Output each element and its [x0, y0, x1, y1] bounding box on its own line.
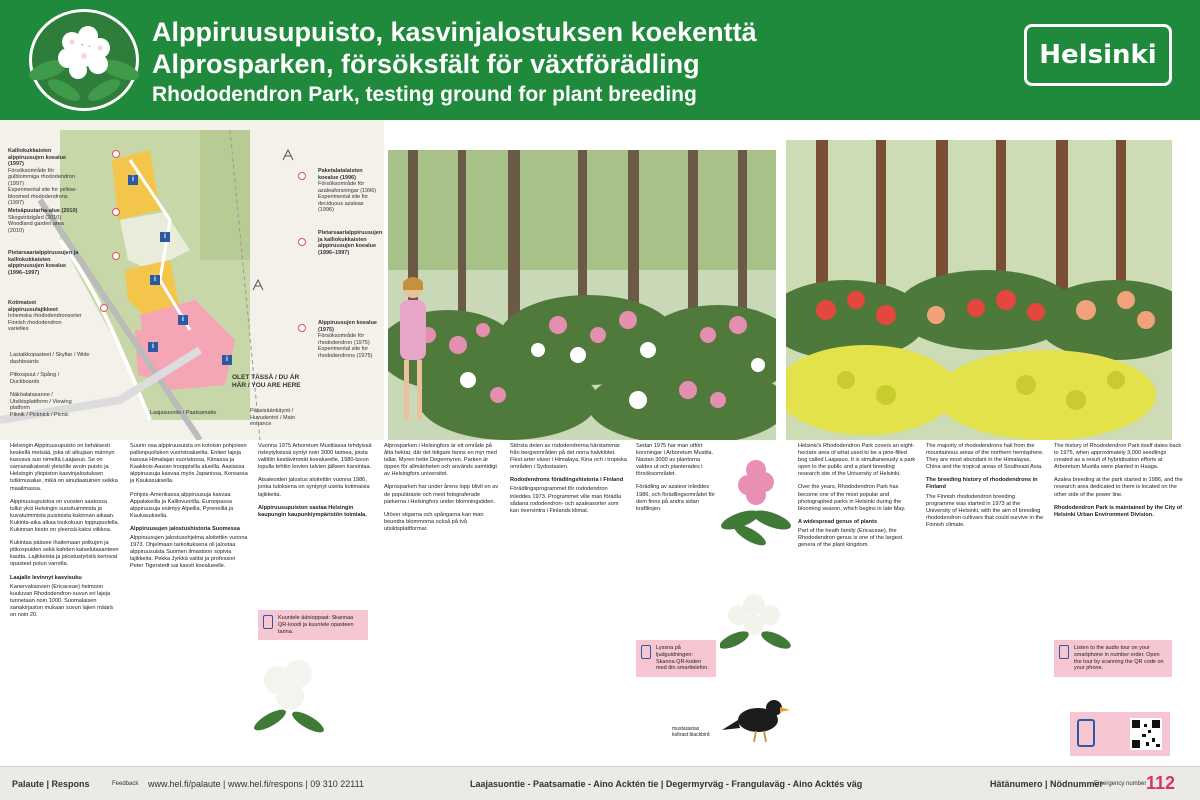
- audio-guide-text: Listen to the audio tour on your smartphone in number order. Open the tour by scanning the QR code on your phone.: [1074, 645, 1164, 672]
- map-label-rhododendrons-1975: Alppiruusujen koealue (1975) Försöksområde för rhododendron (1975) Experimental site for rhododendrons (1975): [318, 320, 377, 359]
- paragraph: Sedan 1975 har man utfört korsningar i Arboretum Mustila. Nästan 3000 av plantorna valdes ut och planterades i försöksområdet.: [636, 443, 714, 478]
- woodland-illustration: [388, 150, 776, 440]
- maintenance-note: Rhododendron Park is maintained by the City of Helsinki Urban Environment Division.: [1054, 504, 1183, 518]
- map-label-street: Laajasuontie / Paatsamatie: [150, 410, 217, 416]
- text-column-8: [926, 443, 1044, 535]
- text-column-7: [798, 443, 916, 555]
- audio-guide-box-fi: [258, 610, 368, 640]
- paragraph: Alppiruusujen jalostusohjelma aloitettiin vuonna 1973. Ohjelmaan tarkoituksena oli jalostaa alppiruusuista Suomen ilmastoon sopivia lajikkeita. Pekka Jyrkkä valitsi ja professori Peter Tigerstedt sai kasvit koealueelle.: [130, 535, 248, 570]
- legend-dashboards: Lasiaikkopasteet / Skyltar / Wide dashboards: [10, 352, 90, 365]
- map-label-finnish-varieties: Kotimaiset alppiruusulajikkeet Inhemska rhododendronsorter Finnish rhododendron varieties: [8, 300, 82, 332]
- logo-text: Helsinki: [1039, 40, 1157, 70]
- map-label-yellow-site: Kalliokukkaisten alppiruusujen koealue (1997) Försöksområde för gulblommiga rhododendron (1997) Experimental site for yellow-bloomed rhododendrons (1997): [8, 148, 77, 206]
- you-are-here: OLET TÄSSÄ / DU ÄR HÄR / YOU ARE HERE: [232, 374, 301, 389]
- paragraph: Alprosparken har under årens lopp blivit en av de populäraste och mest fotograferade parkerna i Helsingfors under blomningstiden.: [384, 484, 499, 505]
- map-marker: [112, 150, 120, 158]
- street-names: Laajasuontie - Paatsamatie - Aino Acktén tie | Degermyrväg - Frangulaväg - Aino Acktés väg: [470, 779, 863, 789]
- paragraph: Helsingin Alppiruusupuisto on kehäisesti keskellä metsää, joka oli alkujaan männyn kasvava suo nimeltä Laajasuo. Se on samanaikaisesti yleisölle avoin puisto ja Helsingin yliopiston kasvinjalostuksen tutkimusalue, mikä on ainutlaatuinen seikka maailmassa.: [10, 443, 118, 492]
- info-board-icon: i: [222, 355, 232, 365]
- helsinki-logo: [1024, 24, 1172, 86]
- section-heading: A widespread genus of plants: [798, 518, 878, 525]
- paragraph: Förädling av azaleor inleddes 1986, och förädlingsområdet för dem finns på andra sidan kraftlinjen.: [636, 484, 715, 512]
- info-board-icon: i: [178, 315, 188, 325]
- audio-guide-box-en: [1054, 640, 1172, 677]
- audio-guide-box-sv: [636, 640, 716, 677]
- section-heading: The breeding history of rhododendrons in Finland: [926, 477, 1038, 491]
- paragraph: Pohjois-Amerikassa alppiruusuja kasvaa Appalakeilla ja Kalliovuorilla. Euroopassa alppiruusuja esiintyy Alpeilla, Pyreneillä ja Kaukasuksella.: [130, 491, 234, 519]
- legend-viewing-platform: Näköalatasanne / Utsiktsplattform / Viewing platform: [10, 392, 72, 411]
- forest-illustration: [786, 140, 1172, 440]
- info-board-icon: i: [160, 232, 170, 242]
- phone-icon: [641, 645, 651, 659]
- text-column-5: [510, 443, 628, 521]
- emergency-number: 112: [1146, 773, 1176, 793]
- section-heading: Alppiruusujen jalostushistoria Suomessa: [130, 525, 241, 532]
- map-label-main-entrance: Pääsisäänkäynti / Huvudentré / Main entrance: [250, 408, 295, 427]
- paragraph: The Finnish rhododendron breeding programme was started in 1973 at the University of Helsinki, with the aim of breeding rhododendron cultivars that could survive in the Finnish climate.: [926, 493, 1044, 528]
- phone-icon: [1059, 645, 1069, 659]
- map-marker: [298, 172, 306, 180]
- text-column-3: [258, 443, 374, 521]
- paragraph: Azalea breeding at the park started in 1986, and the research area dedicated to them is located on the other side of the power line.: [1054, 477, 1183, 498]
- paragraph: Alppiruusupuistoa on vuosien saatossa tullut yksi Helsingin suosituimmista ja kuvatuimmista puistoista kukinnan aikaan. Kukinta-aika alkaa toukokuun loppupuolella. Kukinnan kesto on yleensä kaksi viikkoa.: [10, 498, 120, 534]
- map-label-pietarsaari: Pietarsaarialppiruusujen ja kalliokukkaisten alppiruusujen koealue (1996–1997): [8, 250, 79, 276]
- section-heading: Laajalle levinnyt kasvisuku: [10, 574, 82, 581]
- paragraph: The history of Rhododendron Park itself dates back to 1975, when approximately 3,000 seedlings created as a result of hybridisation efforts at Arboretum Mustila were planted in Haaga.: [1054, 443, 1182, 471]
- map-label-azaleas: Paketalatalaisten koealue (1996) Försöksområde för azaleaforsningar (1996) Experimental site for deciduous azaleas (1996): [318, 168, 377, 213]
- text-column-1: [10, 443, 120, 625]
- title-block: [152, 16, 757, 110]
- footer-bar: [0, 766, 1200, 800]
- maintenance-note: Alppiruusupuiston sastaa Helsingin kaupungin kaupunkiympäristön toimiala.: [258, 504, 367, 518]
- map-marker: [100, 304, 108, 312]
- audio-guide-text: Kuuntele äänioppaat: Skannaa QR-koodi ja kuuntele opasteen tarina.: [278, 615, 354, 635]
- phone-icon: [263, 615, 273, 629]
- info-board-icon: i: [148, 342, 158, 352]
- qr-code-icon: [1130, 718, 1162, 750]
- paragraph: Over the years, Rhododendron Park has become one of the most popular and photographed parks in Helsinki during the blooming season, which begins in late May.: [798, 484, 906, 512]
- azalea-illustration: [254, 640, 326, 760]
- bird-caption: mustarastas koltrast blackbird: [672, 726, 710, 738]
- legend-duckboards: Pitkospuut / Spång / Duckboards: [10, 372, 60, 385]
- paragraph: Atsaleoiden jalostus aloitettiin vuonna 1986, jonka tuloksena on syntynyt useita kotimaisia lajikkeita.: [258, 477, 370, 498]
- paragraph: Utöver stigarna och spångarna kan man beundra blommorna också på två utsiktsplattformar.: [384, 511, 484, 532]
- qr-panel[interactable]: [1070, 712, 1170, 756]
- map-label-pietarsaari-2: Pietarsaarialppiruusujen ja kalliokukkaisten alppiruusujen koealue (1996–1997): [318, 230, 383, 256]
- header-banner: [0, 0, 1200, 120]
- text-column-6: [636, 443, 716, 519]
- paragraph: Part of the heath family (Ericaceae), the Rhododendron genus is one of the largest genera of the plant kingdom.: [798, 527, 903, 549]
- paragraph: Helsinki's Rhododendron Park covers an eight-hectare area of what used to be a pine-filled bog called Laajasuo. It is simultaneously a park open to the public and a plant breeding research site of the University of Helsinki.: [798, 443, 916, 478]
- paragraph: Vuonna 1975 Arboretum Mustilassa tehdyissä risteytyksissä syntyi noin 3000 taimea, joista valittiin kestävimmät koealueelle. 1980-luvun lopulla tehtiin kovien talvien jälkeen karsintaa.: [258, 443, 372, 471]
- map-marker: [298, 238, 306, 246]
- title-english: Rhododendron Park, testing ground for plant breeding: [152, 83, 697, 106]
- title-swedish: Alprosparken, försöksfält för växtförädling: [152, 49, 700, 79]
- legend-picnic: Piknik / Picknick / Picnic: [10, 412, 69, 418]
- park-map: [0, 120, 384, 440]
- paragraph: Alprosparken i Helsingfors är ett område på åtta hektar, där det tidigare fanns en myr med tallar. Myren hette Degermyren. Parken är öppen för allmänheten och används samtidigt av Helsingfors universitet.: [384, 443, 497, 478]
- text-column-4: [384, 443, 502, 539]
- paragraph: Förädlingsprogrammet för rododendron inleddes 1973. Programmet ville man förädla sådana rododendron- och azaleasorter som kan övervintra i Finlands klimat.: [510, 486, 622, 514]
- text-column-2: [130, 443, 248, 577]
- paragraph: Kukintaa pääsee ihailemaan polkujen ja pitkospuiden sekä kahden katselutasanteen kautta. Lajikkeista ja jalostustyöstä kertovat opasteet polun varrella.: [10, 540, 119, 568]
- map-label-woodland: Metsäpuutarha-alue (2010) Skogsträdgård (2010) Woodland garden area (2010): [8, 208, 78, 234]
- map-marker: [112, 252, 120, 260]
- emergency-label-en: Emergency number: [1094, 781, 1147, 787]
- feedback-label-en: Feedback: [112, 781, 139, 787]
- map-marker: [298, 324, 306, 332]
- flower-bird-illustration: [720, 440, 792, 760]
- audio-guide-text: Lyssna på ljudguidningen: Skanna QR-koden med din smarttelefon.: [656, 645, 709, 672]
- paragraph: Kanervakasvien (Ericaceae) heimoon kuuluvan Rhododendron-suvun eri lajeja tunnetaan noin 1000. Suomalaisen sanakirjaston mukaan suvun lajien määrä on noin 20.: [10, 583, 113, 618]
- map-marker: [112, 208, 120, 216]
- paragraph: Suurin osa alppiruusuista on kotoisin pohjoisen pallonpuoliskon vuoristoalueilta. Eniten lajeja kasvaa Himalajan vuoristossa, Kiinassa ja Kaakkois-Aasian trooppisilla alueilla. Aasiassa alppiruusuja kasvaa myös Japanissa, Koreassa ja Kaukasuksella.: [130, 443, 248, 485]
- paragraph: The majority of rhododendrons hail from the mountainous areas of the northern hemisphere. They are most abundant in the Himalayas, China and the tropical areas of Southeast Asia.: [926, 443, 1044, 471]
- emergency-label: Hätänumero | Nödnummer: [990, 779, 1104, 789]
- info-board-icon: i: [150, 275, 160, 285]
- feedback-label: Palaute | Respons: [12, 779, 90, 789]
- info-board-icon: i: [128, 175, 138, 185]
- section-heading: Rododendrons förädlingshistoria i Finland: [510, 477, 624, 484]
- text-column-9: [1054, 443, 1184, 521]
- paragraph: Största delen av rododendrerna härstammar från bergsområden på det norra halvklotet. Flest arter växer i Himalaya, Kina och i tropiska områden i Sydostasien.: [510, 443, 627, 471]
- blackbird-icon: [722, 700, 790, 742]
- title-finnish: Alppiruusupuisto, kasvinjalostuksen koekenttä: [152, 17, 757, 47]
- feedback-links[interactable]: www.hel.fi/palaute | www.hel.fi/respons | 09 310 22111: [148, 779, 364, 789]
- rhododendron-emblem-icon: [28, 8, 140, 112]
